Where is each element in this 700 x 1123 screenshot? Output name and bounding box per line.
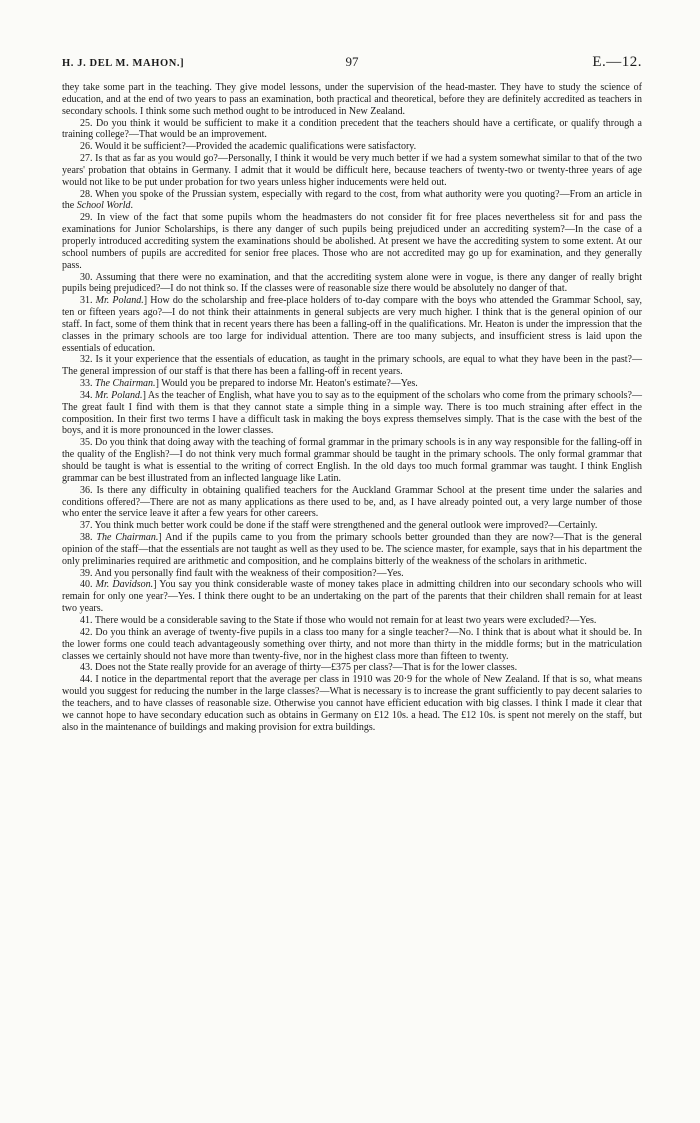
paragraph-text-after: ] As the teacher of English, what have you to say as to the equipment of the scholars who come from the primary schools?—The great fault I find with them is that they cannot state a simple thing in a simple way. There is too much straining after effect in the composition. In their first two terms I have a difficult task in making the boys express themselves simply. That is the case with the best of the boys, and it is more pronounced in the lower classes.	[62, 389, 642, 437]
report-reference: E.—12.	[592, 54, 642, 70]
paragraph-text: 32. Is it your experience that the essentials of education, as taught in the primary schools, are equal to what they have been in the past?—The general impression of our staff is that there has been a falling-off in recent years.	[62, 354, 642, 378]
paragraph-text: 41. There would be a considerable saving to the State if those who would not remain for at least two years were excluded?—Yes.	[80, 614, 597, 626]
page-number: 97	[345, 54, 359, 69]
witness-name: H. J. DEL M. MAHON.]	[62, 58, 185, 69]
paragraph-text: 26. Would it be sufficient?—Provided the academic qualifications were satisfactory.	[80, 141, 417, 153]
paragraph	[62, 437, 642, 484]
paragraph-text-after: ] Would you be prepared to indorse Mr. Heaton's estimate?—Yes.	[155, 378, 418, 390]
paragraph	[62, 272, 642, 296]
speaker-name: Mr. Poland.	[95, 389, 143, 401]
paragraph	[62, 485, 642, 521]
paragraph-text-after: ] And if the pupils came to you from the primary schools better grounded than they are now?—That is the general opinion of the staff—that the essentials are not taught as well as they used to be. The science master, for example, says that in his department the only preliminaries required are arithmetic and composition, and he complains bitterly of the weakness of the scholars in arithmetic.	[62, 532, 643, 567]
paragraph-text: 44. I notice in the departmental report that the average per class in 1910 was 20·9 for the whole of New Zealand. If that is so, what means would you suggest for reducing the number in the large classes?—What is necessary is to increase the grant sufficiently to pay decent salaries to the teachers, and to have classes of reasonable size. Otherwise you cannot have efficient education with big classes. I think I made it clear that we cannot hope to have secondary education such as obtains in Germany on £12 10s. a head. The £12 10s. is spent not merely on the staff, but also in the maintenance of buildings and making provision for extra buildings.	[62, 674, 642, 733]
paragraph-text: 40.	[80, 579, 96, 591]
paragraph-text-after: ] You say you think considerable waste of money takes place in admitting children into our secondary schools who will remain for only one year?—Yes. I think there ought to be an undertaking on the part of the parents that their children shall remain for at least two years.	[62, 579, 642, 615]
paragraph	[62, 520, 642, 532]
paragraph-text: they take some part in the teaching. They give model lessons, under the supervision of the head-master. They have to study the science of education, and at the end of two years to pass an examination, both practical and theoretical, before they are definitely accredited as teachers in secondary schools. I think some such method ought to be introduced in New Zealand.	[62, 82, 642, 117]
paragraph-text: 33.	[80, 378, 95, 390]
paragraph	[62, 212, 642, 271]
speaker-name: Mr. Poland.	[95, 295, 144, 307]
speaker-name: The Chairman.	[95, 378, 156, 390]
paragraph-text: 39. And you personally find fault with the weakness of their composition?—Yes.	[80, 567, 404, 579]
speaker-name: Mr. Davidson.	[95, 579, 154, 591]
page-body	[62, 82, 642, 733]
paragraph	[62, 82, 642, 118]
paragraph	[62, 390, 642, 437]
paragraph-text: 30. Assuming that there were no examination, and that the accrediting system alone were in vogue, is there any danger of really bright pupils being prejudiced?—I do not think so. If the classes were of reasonable size there would be absolutely no danger of that.	[62, 271, 642, 295]
paragraph	[62, 615, 642, 627]
paragraph-text: 34.	[80, 389, 96, 401]
paragraph-text: 43. Does not the State really provide for an average of thirty—£375 per class?—That is for the lower classes.	[80, 662, 518, 674]
paragraph	[62, 141, 642, 153]
paragraph-text: 27. Is that as far as you would go?—Personally, I think it would be very much better if we had a system somewhat similar to that of the two years' probation that obtains in Germany. I admit that it would be difficult here, because teachers of twenty-two or twenty-three years of age would not like to be put under probation for two years unless higher inducements were held out.	[62, 153, 642, 188]
paragraph	[62, 579, 642, 615]
paragraph	[62, 662, 642, 674]
paragraph-text: 31.	[80, 295, 96, 307]
paragraph-text: 36. Is there any difficulty in obtaining qualified teachers for the Auckland Grammar School at the present time under the salaries and conditions offered?—There are not as many applications as there used to be, and, as I have already pointed out, a very large number of those who enter the service leave it after a few years for other careers.	[62, 484, 642, 520]
paragraph-text: 42. Do you think an average of twenty-five pupils in a class too many for a single teacher?—No. I think that is about what it should be. In the lower forms one could teach advantageously something over thirty, and not more than thirty in the middle forms; but in the matriculation classes we certainly should not have more than twenty-five, nor in the highest class more than fifteen to twenty.	[62, 626, 642, 662]
paragraph	[62, 627, 642, 663]
page-header	[62, 54, 642, 78]
paragraph	[62, 532, 642, 568]
paragraph	[62, 674, 642, 733]
paragraph-text: 35. Do you think that doing away with the teaching of formal grammar in the primary schools is in any way responsible for the falling-off in the quality of the English?—I do not think very much formal grammar should be taught in the primary schools. The only formal grammar that should be taught is what is essential to the writing of correct English. In the old days too much formal grammar was taught. I think English grammar can be best illustrated from an inflected language like Latin.	[62, 437, 642, 484]
speaker-name: School World	[76, 200, 131, 212]
paragraph-text-after: ] How do the scholarship and free-place holders of to-day compare with the boys who attended the Grammar School, say, ten or fifteen years ago?—I do not think their attainments in general subjects are very much higher. I think that is the general opinion of our staff. In fact, some of them think that in recent years there has been a falling-off in the qualifications. Mr. Heaton is under the impression that the classes in the primary schools are too large for individual attention. There are too many subjects, and insufficient stress is laid upon the essentials of education.	[62, 295, 643, 354]
paragraph-text: 28. When you spoke of the Prussian system, especially with regard to the cost, from what authority were you quoting?—From an article in the	[62, 188, 642, 212]
paragraph-text: 25. Do you think it would be sufficient to make it a condition precedent that the teachers should have a certificate, or qualify through a training college?—That would be an improvement.	[62, 117, 642, 141]
paragraph-text-after: .	[130, 200, 134, 212]
paragraph	[62, 189, 642, 213]
paragraph-text: 37. You think much better work could be done if the staff were strengthened and the general outlook were improved?—Certainly.	[80, 520, 598, 532]
paragraph-text: 38.	[80, 532, 97, 544]
paragraph-text: 29. In view of the fact that some pupils whom the headmasters do not consider fit for free places nevertheless sit for and pass the examinations for Junior Scholarships, is there any danger of such pupils being prejudiced under an accrediting system?—In the case of a properly introduced accrediting system the examinations should be abolished. At present we have the accrediting system to some extent. At our school numbers of pupils are accredited for senior free places. Those who are not accredited may go up for examination, and they generally pass.	[62, 212, 642, 271]
speaker-name: The Chairman.	[96, 532, 159, 544]
paragraph	[62, 354, 642, 378]
paragraph	[62, 295, 642, 354]
paragraph	[62, 118, 642, 142]
paragraph	[62, 153, 642, 189]
paragraph	[62, 378, 642, 390]
paragraph	[62, 568, 642, 580]
